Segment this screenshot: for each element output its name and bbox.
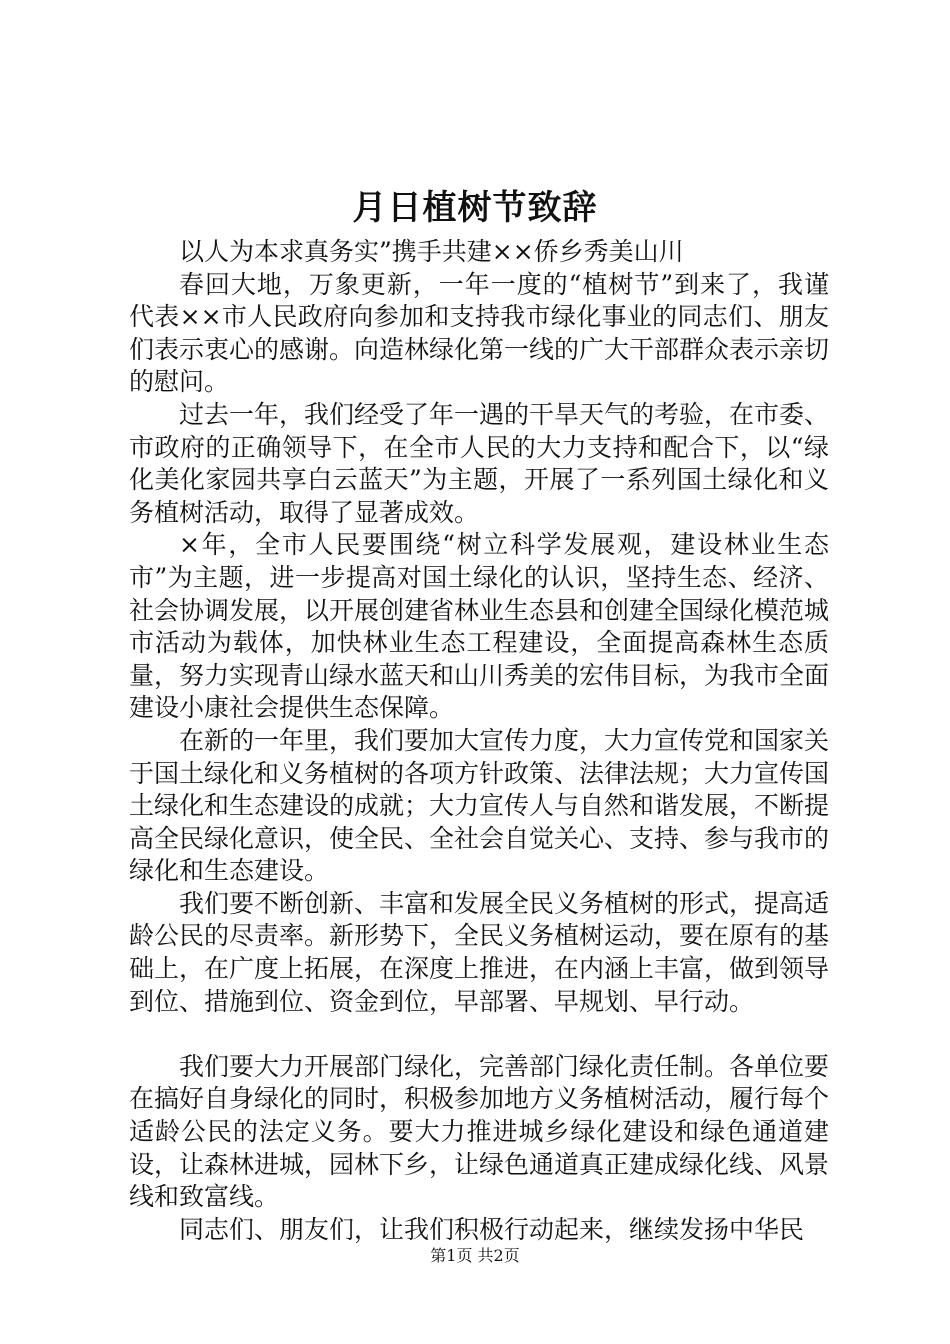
paragraph-greeting: 春回大地，万象更新，一年一度的“植树节”到来了，我谨代表××市人民政府向参加和支持我市绿化事业的同志们、朋友们表示衷心的感谢。向造林绿化第一线的广大干部群众表示亲切的慰问。 <box>129 269 830 397</box>
paragraph-closing: 同志们、朋友们，让我们积极行动起来，继续发扬中华民 <box>179 1214 805 1244</box>
paragraph-subtitle: 以人为本求真务实”携手共建××侨乡秀美山川 <box>179 237 684 266</box>
paragraph-department-greening: 我们要大力开展部门绿化，完善部门绿化责任制。各单位要在搞好自身绿化的同时，积极参加地方义务植树活动，履行每个适龄公民的法定义务。要大力推进城乡绿化建设和绿色通道建设，让森林进城，园林下乡，让绿色通道真正建成绿化线、风景线和致富线。 <box>129 1051 830 1212</box>
paragraph-gap <box>129 1018 829 1051</box>
paragraph-voluntary-planting: 我们要不断创新、丰富和发展全民义务植树的形式，提高适龄公民的尽责率。新形势下，全民义务植树运动，要在原有的基础上，在广度上拓展，在深度上推进，在内涵上丰富，做到领导到位、措施到位、资金到位，早部署、早规划、早行动。 <box>129 888 830 1016</box>
page-number-footer: 第1页 共2页 <box>430 1246 520 1265</box>
paragraph-this-year-goals: ×年，全市人民要围绕“树立科学发展观，建设林业生态市”为主题，进一步提高对国土绿化的认识，坚持生态、经济、社会协调发展，以开展创建省林业生态县和创建全国绿化模范城市活动为载体，加快林业生态工程建设，全面提高森林生态质量，努力实现青山绿水蓝天和山川秀美的宏伟目标，为我市全面建设小康社会提供生态保障。 <box>129 530 830 723</box>
document-body <box>129 236 829 1246</box>
paragraph-past-year: 过去一年，我们经受了年一遇的干旱天气的考验，在市委、市政府的正确领导下，在全市人民的大力支持和配合下，以“绿化美化家园共享白云蓝天”为主题，开展了一系列国土绿化和义务植树活动，取得了显著成效。 <box>129 399 830 527</box>
document-title: 月日植树节致辞 <box>352 188 598 228</box>
paragraph-publicity: 在新的一年里，我们要加大宣传力度，大力宣传党和国家关于国土绿化和义务植树的各项方针政策、法律法规；大力宣传国土绿化和生态建设的成就；大力宣传人与自然和谐发展，不断提高全民绿化意识，使全民、全社会自觉关心、支持、参与我市的绿化和生态建设。 <box>129 725 830 886</box>
